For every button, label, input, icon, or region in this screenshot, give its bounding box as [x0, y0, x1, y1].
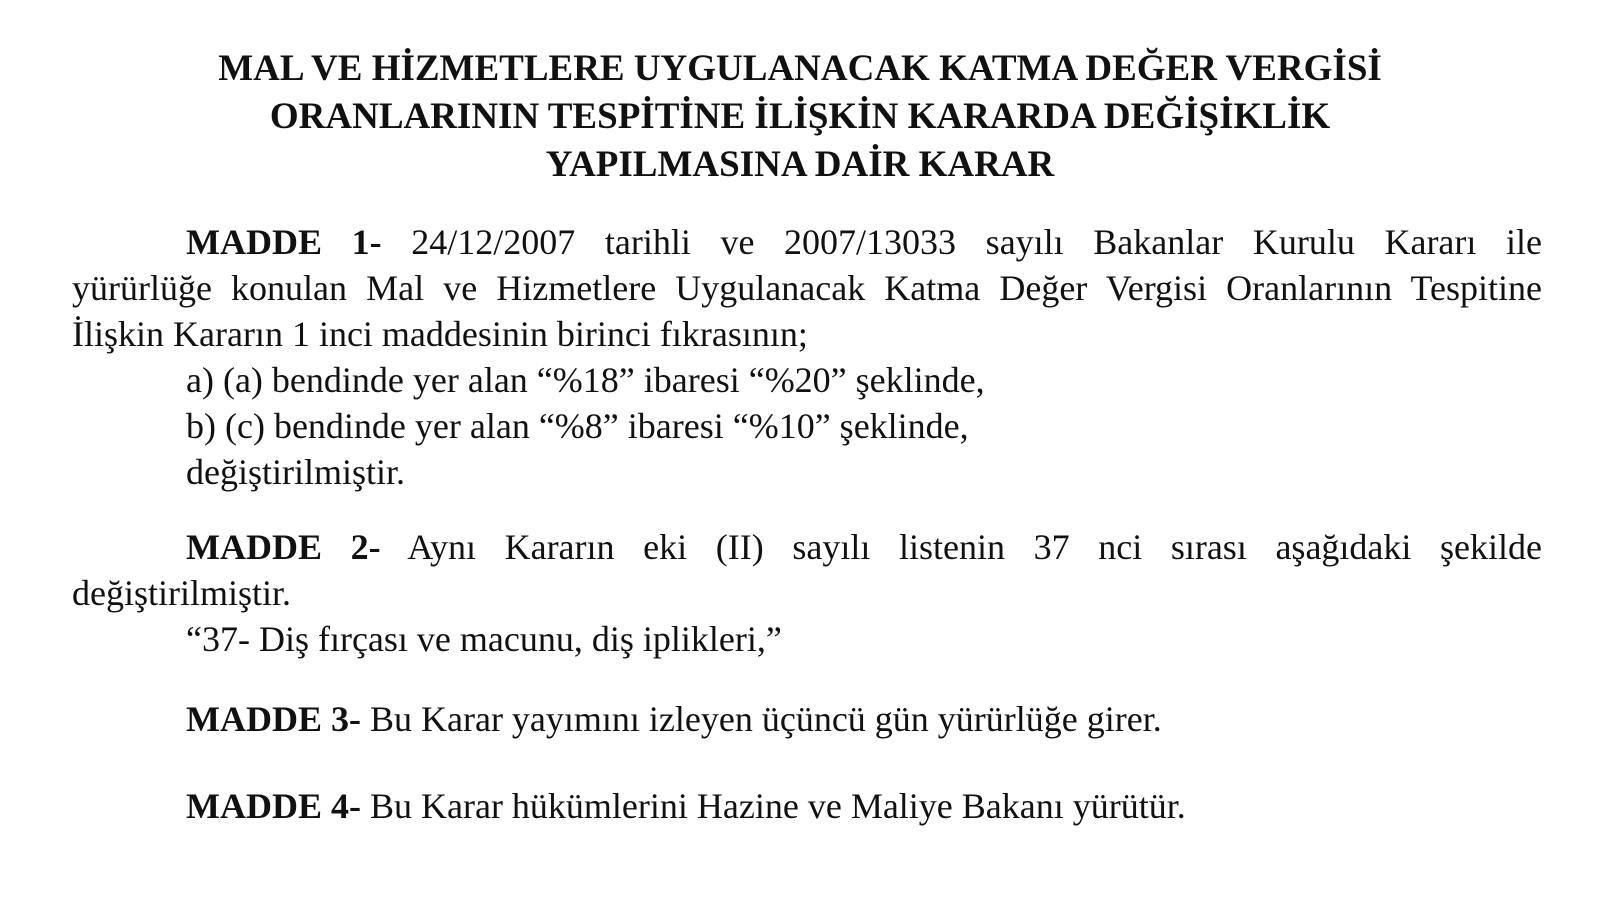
title-line-1: MAL VE HİZMETLERE UYGULANACAK KATMA DEĞER VERGİSİ: [218, 48, 1382, 89]
madde-1-first-line: [72, 219, 1542, 265]
madde-4: [72, 783, 1542, 829]
title-line-2: ORANLARININ TESPİTİNE İLİŞKİN KARARDA DEĞİŞİKLİK: [269, 96, 1331, 137]
madde-2: [72, 524, 1542, 662]
madde-1: [72, 219, 1542, 495]
madde-4-line: [72, 783, 1542, 829]
madde-3-text: Bu Karar yayımını izleyen üçüncü gün yürürlüğe girer.: [369, 699, 1162, 739]
madde-2-quote: “37- Diş fırçası ve macunu, diş iplikleri,”: [186, 619, 782, 659]
madde-2-text-2: değiştirilmiştir.: [72, 573, 292, 613]
madde-1-item-b: b) (c) bendinde yer alan “%8” ibaresi “%10” şeklinde,: [186, 406, 969, 446]
madde-1-text-3: İlişkin Kararın 1 inci maddesinin birinci fıkrasının;: [72, 314, 808, 354]
madde-3-line: [72, 696, 1542, 742]
madde-1-closing: değiştirilmiştir.: [186, 452, 406, 492]
madde-1-label: MADDE 1-: [186, 222, 382, 262]
madde-4-label: MADDE 4-: [186, 786, 361, 826]
madde-3: [72, 696, 1542, 742]
madde-1-item-a: a) (a) bendinde yer alan “%18” ibaresi “%20” şeklinde,: [186, 360, 985, 400]
madde-1-text-1: 24/12/2007 tarihli ve 2007/13033 sayılı Bakanlar Kurulu Kararı ile: [411, 222, 1543, 262]
document-title: [0, 45, 1600, 189]
madde-3-label: MADDE 3-: [186, 699, 361, 739]
madde-2-first-line: [72, 524, 1542, 570]
madde-4-text: Bu Karar hükümlerini Hazine ve Maliye Bakanı yürütür.: [369, 786, 1186, 826]
madde-2-text-1: Aynı Kararın eki (II) sayılı listenin 37 nci sırası aşağıdaki şekilde: [407, 527, 1542, 567]
madde-2-label: MADDE 2-: [186, 527, 381, 567]
title-line-3: YAPILMASINA DAİR KARAR: [545, 144, 1055, 185]
madde-1-text-2: yürürlüğe konulan Mal ve Hizmetlere Uygulanacak Katma Değer Vergisi Oranlarının Tespitine: [72, 268, 1542, 308]
